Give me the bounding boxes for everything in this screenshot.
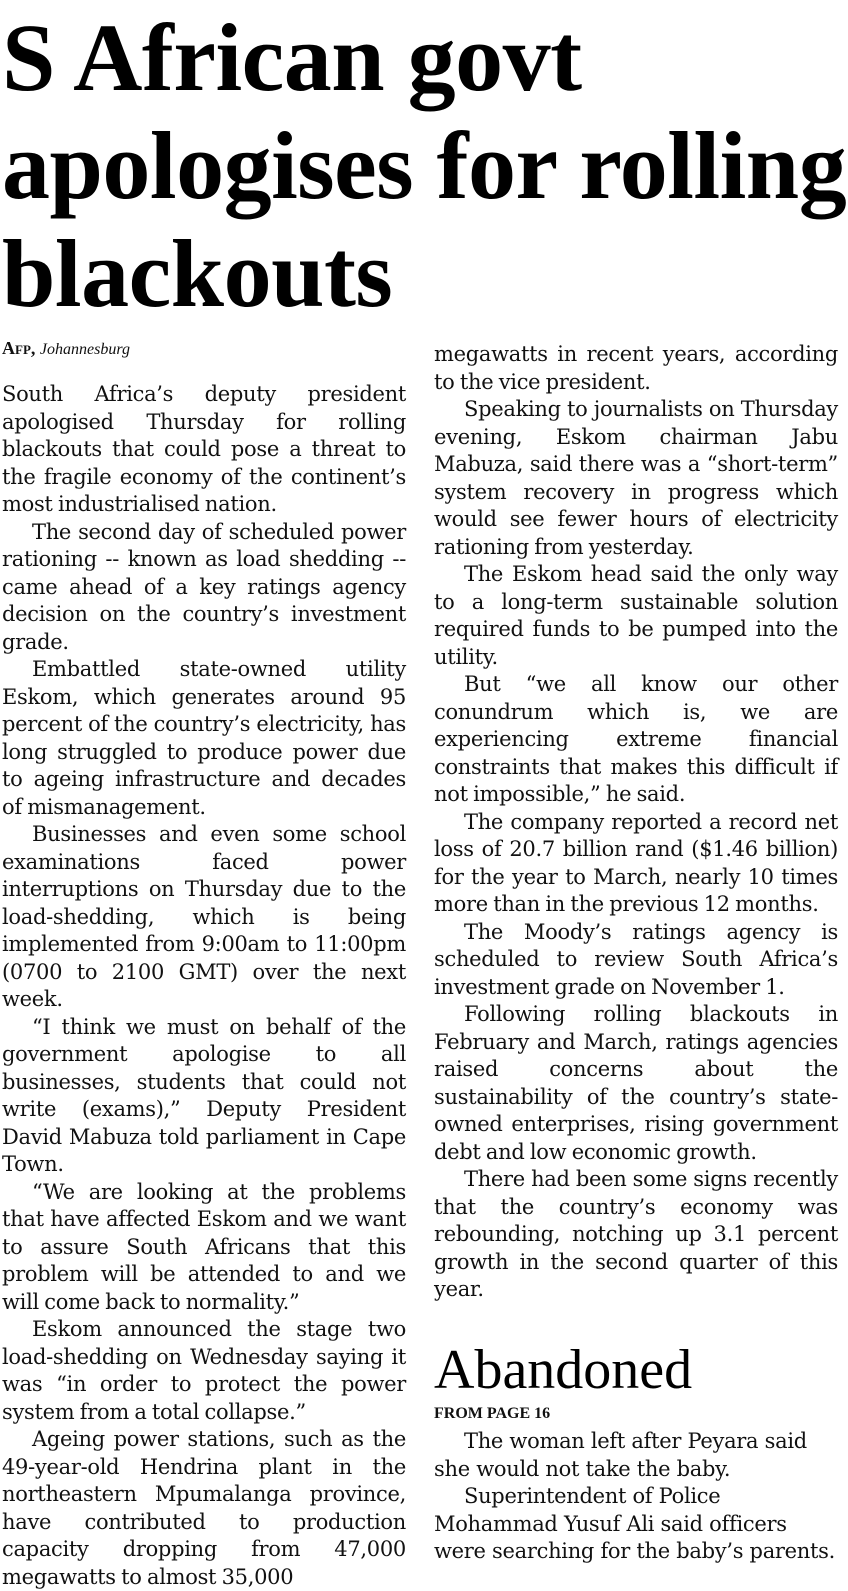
abandoned-body [434,1428,838,1566]
article-paragraph: The second day of scheduled power rationing -- known as load shedding -- came ahead of a key ratings agency decision on the country’s investment grade. [2,519,406,654]
abandoned-paragraph: Superintendent of Police Mohammad Yusuf Ali said officers were searching for the baby’s parents. [434,1484,835,1563]
article-paragraph: South Africa’s deputy president apologised Thursday for rolling blackouts that could pose a threat to the fragile economy of the continent’s most industrialised nation. [2,382,406,516]
article-paragraph: The Moody’s ratings agency is scheduled to review South Africa’s investment grade on November 1. [434,919,838,999]
article-paragraph: Following rolling blackouts in February and March, ratings agencies raised concerns about the sustainability of the country’s state-owned enterprises, rising government debt and low economic growth. [434,1002,838,1164]
byline [2,338,130,360]
article-paragraph: Embattled state-owned utility Eskom, which generates around 95 percent of the country’s electricity, has long struggled to produce power due to ageing infrastructure and decades of mismanagement. [2,657,406,819]
article-paragraph: But “we all know our other conundrum which is, we are experiencing extreme financial constraints that makes this difficult if not impossible,” he said. [434,672,838,806]
article-headline: S African govt apologises for rolling blackouts [2,4,847,327]
article-paragraph: “We are looking at the problems that have affected Eskom and we want to assure South Africans that this problem will be attended to and we will come back to normality.” [2,1179,406,1314]
article-paragraph: Eskom announced the stage two load-shedding on Wednesday saying it was “in order to protect the power system from a total collapse.” [2,1317,406,1424]
article-paragraph: Speaking to journalists on Thursday evening, Eskom chairman Jabu Mabuza, said there was a “short-term” system recovery in progress which would see fewer hours of electricity rationing from yesterday. [434,397,838,559]
article-paragraph: megawatts in recent years, according to the vice president. [434,342,838,394]
abandoned-paragraph: The woman left after Peyara said she would not take the baby. [434,1429,807,1481]
article-paragraph: There had been some signs recently that the country’s economy was rebounding, notching up 3.1 percent growth in the second quarter of this year. [434,1167,838,1301]
article-paragraph: Ageing power stations, such as the 49-year-old Hendrina plant in the northeastern Mpumalanga province, have contributed to production capacity dropping from 47,000 megawatts to almost 35,000 [2,1427,406,1589]
article-paragraph: The Eskom head said the only way to a long-term sustainable solution required funds to be pumped into the utility. [434,562,838,669]
article-column-right [434,341,838,1304]
article-paragraph: The company reported a record net loss of 20.7 billion rand ($1.46 billion) for the year to March, nearly 10 times more than in the previous 12 months. [434,809,838,916]
article-paragraph: “I think we must on behalf of the government apologise to all businesses, students that could not write (exams),” Deputy President David Mabuza told parliament in Cape Town. [2,1014,406,1176]
from-page-label: FROM PAGE 16 [434,1405,551,1422]
article-paragraph: Businesses and even some school examinations faced power interruptions on Thursday due to the load-shedding, which is being implemented from 9:00am to 11:00pm (0700 to 2100 GMT) over the next week. [2,822,406,1011]
article-column-left [2,381,406,1591]
byline-agency: Afp, [2,338,36,358]
abandoned-continuation [434,1340,838,1566]
byline-dateline: Johannesburg [39,341,130,358]
abandoned-title: Abandoned [434,1339,693,1401]
